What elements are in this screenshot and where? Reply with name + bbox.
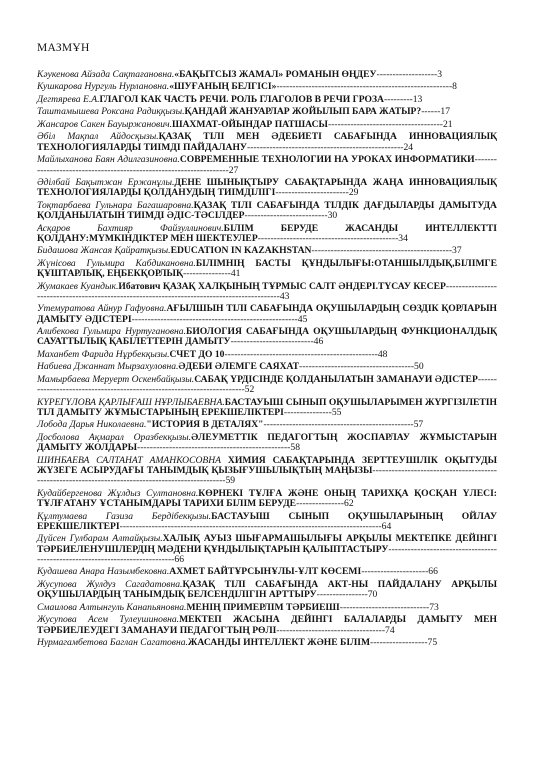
entry-page-number: 29 xyxy=(348,187,359,199)
entry-leader-dashes: -------------------------------------------------------------------------------------------------- xyxy=(37,465,497,487)
entry-leader-dashes: ------------------- xyxy=(376,69,438,80)
entry-author: Тоқтарбаева Гульнара Багашаровна. xyxy=(37,199,194,211)
toc-entry xyxy=(37,433,497,454)
entry-leader-dashes: ---------------------------- xyxy=(339,601,430,613)
entry-leader-dashes: ---------------------------------------------------------------------------------- xyxy=(119,520,382,532)
entry-leader-dashes: ------------------------------------------------- xyxy=(246,141,404,153)
toc-entry xyxy=(37,155,497,176)
toc-entry xyxy=(37,375,497,396)
entry-author: Кәукенова Айзада Сақтағановна. xyxy=(37,69,175,80)
entry-title: СЧЕТ ДО 10 xyxy=(169,348,225,360)
entry-title: ГЛАГОЛ КАК ЧАСТЬ РЕЧИ. РОЛЬ ГЛАГОЛОВ В РЕЧИ ГРОЗА xyxy=(99,93,384,105)
toc-entry xyxy=(37,82,497,92)
entry-leader-dashes: ---------------------------------- xyxy=(276,624,386,636)
toc-entry xyxy=(37,107,497,117)
entry-page-number: 70 xyxy=(367,589,378,601)
toc-entry xyxy=(37,120,497,130)
entry-author: Кудайбергенова Жұлдыз Султановна. xyxy=(37,487,199,499)
toc-entry xyxy=(37,201,497,222)
entry-author: Әділбай Бақытжан Ержанұлы. xyxy=(37,176,175,188)
entry-title: БАСТАУЫШ СЫНЫП ОҚУШЫЛАРЫМЕН ЖҮРГІЗІЛЕТІН ТІЛ ДАМЫТУ ЖҰМЫСТАРЫНЫҢ ЕРЕКШЕЛІКТЕРІ xyxy=(37,396,497,418)
entry-author: Дегтярева Е.А. xyxy=(37,93,100,105)
entry-page-number: 43 xyxy=(279,290,290,302)
entry-title: ХАЛЫҚ АУЫЗ ШЫҒАРМАШЫЛЫҒЫ АРҚЫЛЫ МЕКТЕПКЕ ДЕЙІНГІ ТӘРБИЕЛЕНУШІЛЕРДІҢ МӘДЕНИ ҚҰНДЫЛЫҚТАРЫН ҚАЛЫПТАСТЫРУ xyxy=(37,533,498,555)
entry-leader-dashes: ----------------------------------------------------------------------------- xyxy=(37,543,497,565)
toc-entry xyxy=(37,132,497,153)
entry-title: БАСТАУЫШ СЫНЫП ОҚУШЫЛАРЫНЫҢ ОЙЛАУ ЕРЕКШЕЛІКТЕРІ xyxy=(37,510,497,532)
entry-leader-dashes: -------------------------------------------------------------------------------------------- xyxy=(37,280,497,302)
entry-page-number: 48 xyxy=(377,348,388,360)
entry-title: ЖАСАНДЫ ИНТЕЛЛЕКТ ЖӘНЕ БІЛІМ xyxy=(187,636,371,648)
entry-page-number: 57 xyxy=(413,419,424,431)
entry-page-number: 13 xyxy=(412,93,423,105)
toc-entry xyxy=(37,95,497,105)
entry-title: ДЕНЕ ШЫНЫҚТЫРУ САБАҚТАРЫНДА ЖАҢА ИННОВАЦИЯЛЫҚ ТЕХНОЛОГИЯЛАРДЫ ҚОЛДАНУДЫҢ ТИІМДІЛІГІ xyxy=(37,176,497,199)
entry-title: ӘЛЕУМЕТТІК ПЕДАГОГТЫҢ ЖОСПАРЛАУ ЖҰМЫСТАРЫН ДАМЫТУ ЖОЛДАРЫ xyxy=(37,431,497,454)
entry-title: «БАҚЫТСЫЗ ЖАМАЛ» РОМАНЫН ӨҢДЕУ xyxy=(174,69,377,80)
entry-page-number: 59 xyxy=(225,475,236,487)
entry-title: БІЛІМНІҢ БАСТЫ ҚҰНДЫЛЫҒЫ:ОТАНШЫЛДЫҚ,БІЛІМГЕ ҚҰШТАРЛЫҚ, ЕҢБЕКҚОРЛЫҚ xyxy=(37,257,497,280)
toc-entry xyxy=(37,489,497,510)
entry-title: АХМЕТ БАЙТҰРСЫНҰЛЫ-ҰЛТ КӨСЕМІ xyxy=(169,566,362,578)
entry-title: МЕНІҢ ПРИМЕРЛІМ ТӘРБИЕШІ xyxy=(186,601,340,613)
entry-leader-dashes: -------------------------------------------- xyxy=(257,232,399,244)
entry-author: Маханбет Фарида Нұрбекқызы. xyxy=(37,348,170,360)
entry-page-number: 66 xyxy=(428,566,438,578)
entry-page-number: 17 xyxy=(440,106,450,118)
entry-leader-dashes: ---------------------------------------------------- xyxy=(131,313,298,325)
entry-leader-dashes: ------------------------------------------------ xyxy=(224,348,378,360)
entry-title: БІЛІМ БЕРУДЕ ЖАСАНДЫ ИНТЕЛЛЕКТТІ ҚОЛДАНУ:МҮМКІНДІКТЕР МЕН ШЕКТЕУЛЕР xyxy=(37,222,498,244)
toc-entry xyxy=(37,224,497,245)
entry-leader-dashes: -------------------------------------------- xyxy=(311,245,453,257)
entry-page-number: 66 xyxy=(174,553,184,565)
entry-leader-dashes: --------------- xyxy=(296,498,345,510)
toc-entry xyxy=(37,350,497,360)
entry-author: Лобода Дарья Николаевна. xyxy=(37,419,147,431)
entry-author: Жүнісова Гульмира Кабдикановна. xyxy=(37,257,196,269)
entry-title: ХИМИЯ САБАҚТАРЫНДА ЗЕРТТЕУШІЛІК ОҚЫТУДЫ ЖҮЗЕГЕ АСЫРУДАҒЫ ТАНЫМДЫҚ ҚЫЗЫҒУШЫЛЫҚТЫҢ МАҢЫЗЫ xyxy=(37,454,497,477)
entry-leader-dashes: ------------------------------------ xyxy=(299,361,415,373)
entry-page-number: 21 xyxy=(443,118,453,130)
entry-author: Бидашова Жансая Қайратқызы. xyxy=(37,245,171,257)
entry-page-number: 37 xyxy=(452,245,462,257)
entry-leader-dashes: ----------------------------------------------- xyxy=(263,419,414,431)
entry-page-number: 52 xyxy=(244,384,255,396)
toc-entry xyxy=(37,580,497,601)
entry-page-number: 8 xyxy=(452,81,457,93)
entry-page-number: 30 xyxy=(327,210,338,222)
entry-page-number: 62 xyxy=(344,498,354,510)
entry-title: ҚАНДАЙ ЖАНУАРЛАР ЖОЙЫЛЫП БАРА ЖАТЫР? xyxy=(184,106,422,118)
entry-title: «ШУҒАНЫҢ БЕЛГІСІ» xyxy=(169,81,277,93)
entry-title: АҒЫЛШЫН ТІЛІ САБАҒЫНДА ОҚУШЫЛАРДЫҢ СӨЗДІК ҚОРЛАРЫН ДАМЫТУ ӘДІСТЕРІ xyxy=(37,303,497,325)
toc-entry xyxy=(37,398,497,419)
entry-title: КӨРНЕКІ ТҰЛҒА ЖӘНЕ ОНЫҢ ТАРИХҚА ҚОСҚАН ҮЛЕСІ: ТҰЛҒАТАНУ ҰСТАНЫМДАРЫ ТАРИХИ БІЛІМ БЕРУДЕ xyxy=(37,487,497,510)
entry-author: Жусупова Асем Тулеушиновна. xyxy=(37,614,180,626)
entry-leader-dashes: -------------------------- xyxy=(230,336,314,348)
entry-author: Құлтумаева Газиза Бердібекқызы. xyxy=(37,510,212,522)
toc-entry xyxy=(37,327,497,348)
toc-heading: МАЗМҰН xyxy=(37,42,90,54)
entry-author: Смаилова Алтынгуль Канапьяновна. xyxy=(37,601,187,613)
entry-leader-dashes: --------- xyxy=(383,93,413,105)
toc-entry xyxy=(37,534,497,565)
entry-leader-dashes: --------------- xyxy=(182,268,231,280)
toc-entry xyxy=(37,603,497,613)
entry-leader-dashes: ------------------------------------ xyxy=(327,118,443,130)
entry-author: Алибекова Гульмира Нуртугановна. xyxy=(37,326,186,338)
entry-title: ӘДЕБИ ӘЛЕМГЕ САЯХАТ xyxy=(178,361,300,373)
toc-entry xyxy=(37,362,497,372)
entry-leader-dashes: --------------- xyxy=(283,406,332,418)
entry-leader-dashes: --------------------- xyxy=(361,566,429,578)
entry-author: Әбіл Мақпал Айдосқызы. xyxy=(37,131,159,143)
toc-entry xyxy=(37,456,497,487)
entry-page-number: 34 xyxy=(398,232,408,244)
entry-page-number: 24 xyxy=(403,141,414,153)
toc-entry xyxy=(37,420,497,430)
entry-page-number: 41 xyxy=(230,268,241,280)
entry-page-number: 46 xyxy=(313,336,324,348)
entry-title: САБАҚ ҮРДІСІНДЕ ҚОЛДАНЫЛАТЫН ЗАМАНАУИ ӘДІСТЕР xyxy=(194,373,478,385)
table-of-contents xyxy=(37,42,497,650)
entry-page-number: 73 xyxy=(429,601,439,613)
toc-entry xyxy=(37,178,497,199)
entry-leader-dashes: ---------------- xyxy=(316,589,368,601)
entry-title: ҚАЗАҚ ТІЛІ САБАҒЫНДА АКТ-НЫ ПАЙДАЛАНУ АРҚЫЛЫ ОҚУШЫЛАРДЫҢ ТАНЫМДЫҚ БЕЛСЕНДІЛІГІН АРТТЫРУ xyxy=(37,578,497,601)
toc-entry xyxy=(37,512,497,533)
entry-title: МЕКТЕП ЖАСЫНА ДЕЙІНГІ БАЛАЛАРДЫ ДАМЫТУ МЕН ТӘРБИЕЛЕУДЕГІ ЗАМАНАУИ ПЕДАГОГТЫҢ РӨЛІ xyxy=(37,614,497,636)
entry-page-number: 50 xyxy=(414,361,424,373)
entry-leader-dashes: ------------------------------------------------ xyxy=(137,442,291,454)
entry-title: ШАХМАТ-ОЙЫНДАР ПАТШАСЫ xyxy=(171,118,328,130)
entry-author: Кудашева Анара Назымбековна. xyxy=(37,566,170,578)
entry-author: Кушкарова Нургуль Нурлановна. xyxy=(37,81,170,93)
entry-title: СОВРЕМЕННЫЕ ТЕХНОЛОГИИ НА УРОКАХ ИНФОРМАТИКИ xyxy=(179,154,475,166)
entry-author: ШИНБАЕВА САЛТАНАТ АМАНКОСОВНА xyxy=(37,454,222,466)
entry-title: "ИСТОРИЯ В ДЕТАЛЯХ" xyxy=(146,419,264,431)
entry-author: Жумакаев Куандык. xyxy=(37,280,119,292)
entry-title: БИОЛОГИЯ САБАҒЫНДА ОҚУШЫЛАРДЫҢ ФУНКЦИОНАЛДЫҚ САУАТТЫЛЫҚ ҚАБІЛЕТТЕРІН ДАМЫТУ xyxy=(37,326,497,348)
entry-leader-dashes: -------------------------- xyxy=(244,210,328,222)
entry-author: Майлыханова Баян Адилгазиновна. xyxy=(37,154,180,166)
toc-entry xyxy=(37,615,497,636)
entry-author: Таштамышева Роксана Радиққызы. xyxy=(37,106,185,118)
entry-page-number: 45 xyxy=(297,313,308,325)
entry-author: Дүйсен Гулбарам Алтайқызы. xyxy=(37,533,163,545)
entry-leader-dashes: ----------------------- xyxy=(275,187,349,199)
entry-author: Жусупова Жулдуз Сагадатовна. xyxy=(37,578,183,590)
entry-leader-dashes: ------------------ xyxy=(370,636,428,648)
entry-title: Ибатович ҚАЗАҚ ХАЛҚЫНЫҢ ТҰРМЫС САЛТ ӘНДЕРІ.ТҮСАУ КЕСЕР xyxy=(118,280,446,292)
entry-page-number: 3 xyxy=(437,69,443,80)
toc-entry xyxy=(37,282,497,303)
entry-leader-dashes: ------ xyxy=(421,106,441,118)
entry-leader-dashes: ----------------------------------------------------------------------- xyxy=(37,373,497,396)
entry-page-number: 75 xyxy=(427,636,438,648)
entry-author: Нурмагамбетова Баглан Сагатовна. xyxy=(37,636,188,648)
entry-author: Мамырбаева Меруерт Оскенбайқызы. xyxy=(37,373,195,385)
entry-title: ҚАЗАҚ ТІЛІ МЕН ӘДЕБИЕТІ САБАҒЫНДА ИННОВАЦИЯЛЫҚ ТЕХНОЛОГИЯЛАРДЫ ТИІМДІ ПАЙДАЛАНУ xyxy=(37,131,497,153)
entry-leader-dashes: ------------------------------------------------------- xyxy=(276,81,453,93)
toc-entry xyxy=(37,259,497,280)
entry-page-number: 74 xyxy=(385,624,395,636)
entry-author: Досболова Ақмарал Оразбекқызы. xyxy=(37,431,192,443)
entry-author: Утемуратова Айнур Гафуовна. xyxy=(37,303,167,315)
entry-author: Набиева Джаннат Мырзахуловна. xyxy=(37,361,179,373)
entry-page-number: 55 xyxy=(331,406,342,418)
entry-title: EDUCATION IN KAZAKHSTAN xyxy=(170,245,312,257)
entry-leader-dashes: ------------------------------------------------------------------- xyxy=(37,154,497,176)
entry-page-number: 58 xyxy=(290,442,300,454)
toc-entry xyxy=(37,567,497,577)
entry-page-number: 27 xyxy=(228,164,239,176)
toc-entry xyxy=(37,638,497,648)
toc-list xyxy=(37,70,497,648)
toc-entry xyxy=(37,246,497,256)
entry-author: Асқаров Бахтияр Файзуллинович. xyxy=(37,222,224,234)
toc-entry xyxy=(37,304,497,325)
toc-entry xyxy=(37,70,497,80)
entry-author: КҮРЕГҮЛОВА ҚАРЛЫҒАШ НҰРЛЫБАЕВНА. xyxy=(37,396,225,408)
entry-title: ҚАЗАҚ ТІЛІ САБАҒЫНДА ТІЛДІК ДАҒДЫЛАРДЫ ДАМЫТУДА ҚОЛДАНЫЛАТЫН ТИІМДІ ӘДІС-ТӘСІЛДЕР xyxy=(37,199,497,222)
entry-author: Жансаров Сакен Бауыржанович. xyxy=(37,118,172,130)
entry-page-number: 64 xyxy=(381,520,392,532)
